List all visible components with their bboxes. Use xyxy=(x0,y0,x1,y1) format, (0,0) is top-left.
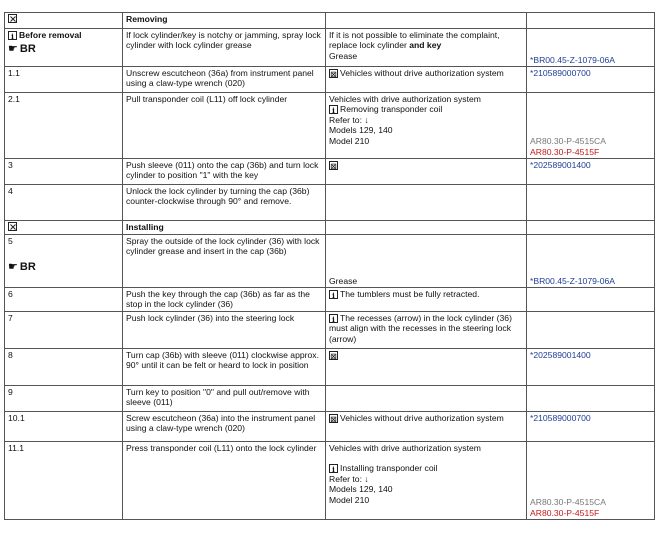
note-text: The recesses (arrow) in the lock cylinder (36) must align with the recesses in the steering lock (arrow) xyxy=(329,313,512,344)
step-number: 2.1 xyxy=(5,93,123,159)
section-title: Removing xyxy=(123,13,326,29)
info-i-icon: i xyxy=(329,464,338,473)
reference-link[interactable]: AR80.30-P-4515F xyxy=(530,146,600,157)
br-marker: BR xyxy=(19,43,36,56)
section-header-row xyxy=(5,13,655,29)
note-text: Grease xyxy=(326,235,527,288)
pointing-hand-icon: ☛ xyxy=(8,261,18,274)
table-row xyxy=(5,235,655,288)
step-text: Spray the outside of the lock cylinder (36) with lock cylinder grease and insert in the cap (36b) xyxy=(123,235,326,288)
step-number: 9 xyxy=(5,386,123,412)
tool-wrench-icon: ☒ xyxy=(330,162,337,171)
note-text: If it is not possible to eliminate the complaint, replace lock cylinder xyxy=(329,30,500,51)
br-marker: BR xyxy=(19,261,36,274)
table-row xyxy=(5,185,655,221)
note-bold: and key xyxy=(409,40,442,51)
section-header-row xyxy=(5,221,655,235)
table-row xyxy=(5,29,655,67)
table-row xyxy=(5,67,655,93)
procedure-table xyxy=(4,12,655,520)
step-text: Unscrew escutcheon (36a) from instrument panel using a claw-type wrench (020) xyxy=(123,67,326,93)
table-row xyxy=(5,442,655,520)
step-number: 5 xyxy=(8,236,13,246)
reference-link[interactable]: *BR00.45-Z-1079-06A xyxy=(530,275,616,286)
section-title: Installing xyxy=(123,221,326,235)
table-row xyxy=(5,159,655,185)
note-text: The tumblers must be fully retracted. xyxy=(340,289,480,299)
reference-link[interactable]: *202589001400 xyxy=(530,160,591,170)
reference-link[interactable]: AR80.30-P-4515CA xyxy=(530,136,606,147)
note-line: Refer to: ↓ xyxy=(329,473,369,484)
step-text: Push the key through the cap (36b) as far as the stop in the lock cylinder (36) xyxy=(123,288,326,312)
info-i-icon: i xyxy=(329,314,338,323)
reference-link[interactable]: AR80.30-P-4515F xyxy=(530,507,600,518)
note-line: Model 210 xyxy=(329,135,370,146)
table-row xyxy=(5,93,655,159)
step-text: Turn key to position "0" and pull out/remove with sleeve (011) xyxy=(123,386,326,412)
step-text: Push sleeve (011) onto the cap (36b) and turn lock cylinder to position "1" with the key xyxy=(123,159,326,185)
note-line: Models 129, 140 xyxy=(329,125,393,136)
reference-link[interactable]: *210589000700 xyxy=(530,68,591,78)
step-number: 3 xyxy=(5,159,123,185)
table-row xyxy=(5,312,655,349)
section-cross-icon xyxy=(8,14,17,23)
note-line: Grease xyxy=(329,50,358,61)
step-text: Turn cap (36b) with sleeve (011) clockwise approx. 90° until it can be felt or heard to lock in position xyxy=(123,349,326,386)
step-text: Unlock the lock cylinder by turning the cap (36b) counter-clockwise through 90° and remove. xyxy=(123,185,326,221)
step-text: If lock cylinder/key is notchy or jamming, spray lock cylinder with lock cylinder grease xyxy=(123,29,326,67)
pointing-hand-icon: ☛ xyxy=(8,43,18,56)
tool-wrench-icon: ☒ xyxy=(330,70,337,79)
reference-link[interactable]: *210589000700 xyxy=(530,413,591,423)
table-row xyxy=(5,288,655,312)
reference-link[interactable]: *202589001400 xyxy=(530,350,591,360)
section-cross-icon xyxy=(8,222,17,231)
step-number: 1.1 xyxy=(5,67,123,93)
note-line: Model 210 xyxy=(329,494,370,505)
step-number: 10.1 xyxy=(5,412,123,442)
reference-link[interactable]: *BR00.45-Z-1079-06A xyxy=(530,54,616,65)
note-text: Vehicles without drive authorization system xyxy=(340,413,504,423)
step-number: 11.1 xyxy=(5,442,123,520)
tool-wrench-icon: ☒ xyxy=(330,352,337,361)
note-line: Vehicles with drive authorization system xyxy=(329,443,481,453)
table-row xyxy=(5,349,655,386)
note-text: Vehicles without drive authorization system xyxy=(340,68,504,78)
table-row xyxy=(5,412,655,442)
step-number: 7 xyxy=(5,312,123,349)
reference-link[interactable]: AR80.30-P-4515CA xyxy=(530,497,606,508)
info-i-icon: i xyxy=(8,31,17,40)
info-i-icon: i xyxy=(329,105,338,114)
note-line: Installing transponder coil xyxy=(340,463,438,474)
step-text: Pull transponder coil (L11) off lock cylinder xyxy=(123,93,326,159)
step-number: 6 xyxy=(5,288,123,312)
info-i-icon: i xyxy=(329,290,338,299)
note-line: Removing transponder coil xyxy=(340,104,443,115)
step-text: Push lock cylinder (36) into the steering lock xyxy=(123,312,326,349)
step-text: Press transponder coil (L11) onto the lock cylinder xyxy=(123,442,326,520)
tool-wrench-icon: ☒ xyxy=(330,415,337,424)
step-number: 8 xyxy=(5,349,123,386)
note-line: Vehicles with drive authorization system xyxy=(329,94,481,104)
step-text: Screw escutcheon (36a) into the instrument panel using a claw-type wrench (020) xyxy=(123,412,326,442)
table-row xyxy=(5,386,655,412)
before-removal-label: Before removal xyxy=(19,30,82,40)
step-number: 4 xyxy=(5,185,123,221)
note-line: Models 129, 140 xyxy=(329,484,393,495)
note-line: Refer to: ↓ xyxy=(329,114,369,125)
